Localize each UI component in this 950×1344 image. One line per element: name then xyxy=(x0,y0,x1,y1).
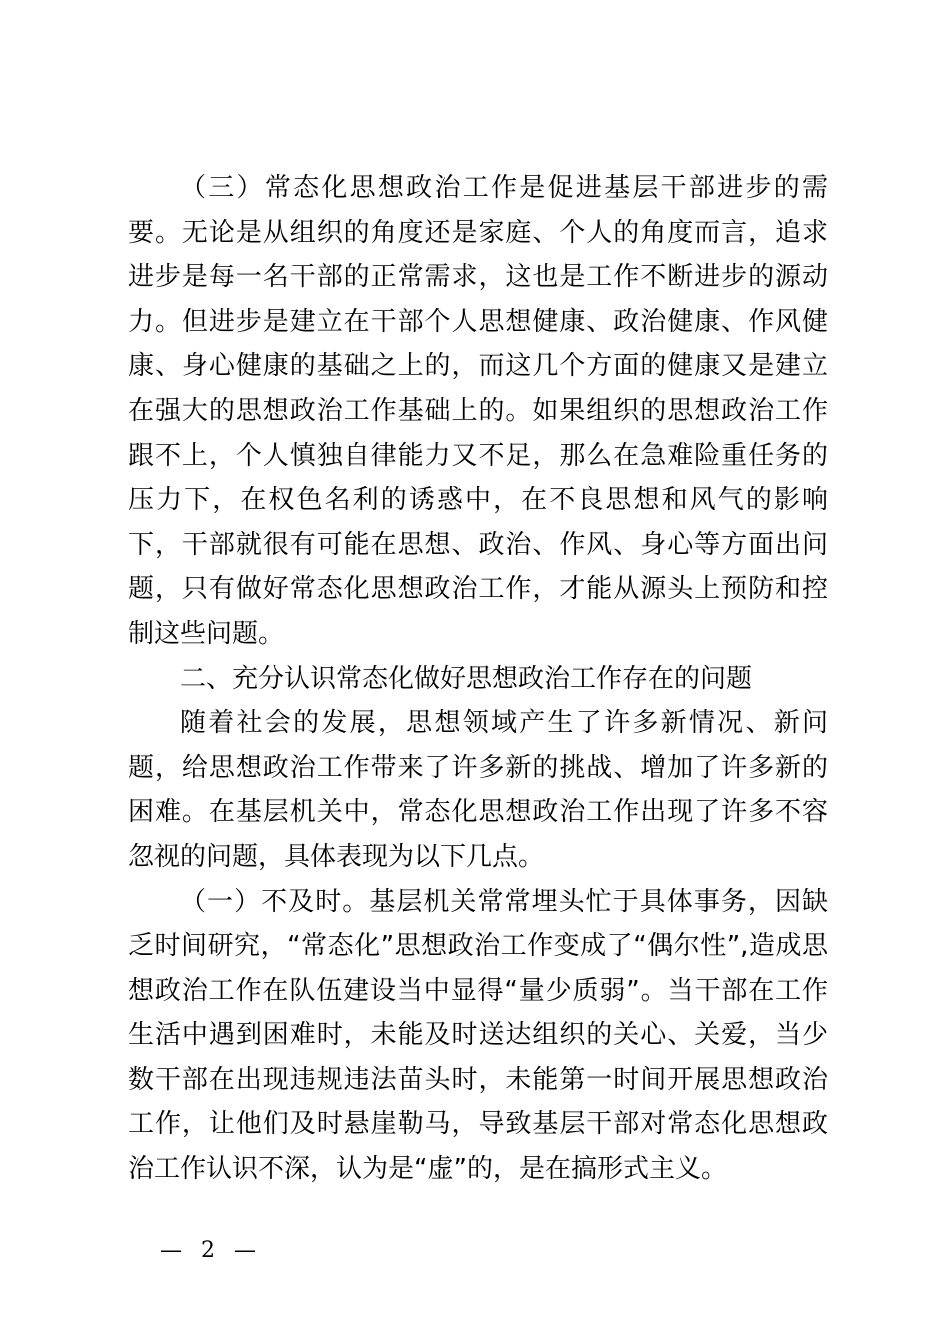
paragraph-section-three: （三）常态化思想政治工作是促进基层干部进步的需要。无论是从组织的角度还是家庭、个人的角度而言，追求进步是每一名干部的正常需求，这也是工作不断进步的源动力。但进步是建立在干部个人思想健康、政治健康、作风健康、身心健康的基础之上的，而这几个方面的健康又是建立在强大的思想政治工作基础上的。如果组织的思想政治工作跟不上，个人慎独自律能力又不足，那么在急难险重任务的压力下，在权色名利的诱惑中，在不良思想和风气的影响下，干部就很有可能在思想、政治、作风、身心等方面出问题，只有做好常态化思想政治工作，才能从源头上预防和控制这些问题。 xyxy=(128,173,828,649)
document-body xyxy=(128,166,828,1192)
paragraph-problems-intro: 随着社会的发展，思想领域产生了许多新情况、新问题，给思想政治工作带来了许多新的挑战、增加了许多新的困难。在基层机关中，常态化思想政治工作出现了许多不容忽视的问题，具体表现为以下几点。 xyxy=(128,708,828,872)
page-number: — 2 — xyxy=(160,1238,262,1263)
section-heading-two: 二、充分认识常态化做好思想政治工作存在的问题 xyxy=(180,663,753,694)
paragraph-subsection-one: （一）不及时。基层机关常常埋头忙于具体事务，因缺乏时间研究，“常态化”思想政治工作变成了“偶尔性”,造成思想政治工作在队伍建设当中显得“量少质弱”。当干部在工作生活中遇到困难时，未能及时送达组织的关心、关爱，当少数干部在出现违规违法苗头时，未能第一时间开展思想政治工作，让他们及时悬崖勒马，导致基层干部对常态化思想政治工作认识不深，认为是“虚”的，是在搞形式主义。 xyxy=(128,886,828,1185)
